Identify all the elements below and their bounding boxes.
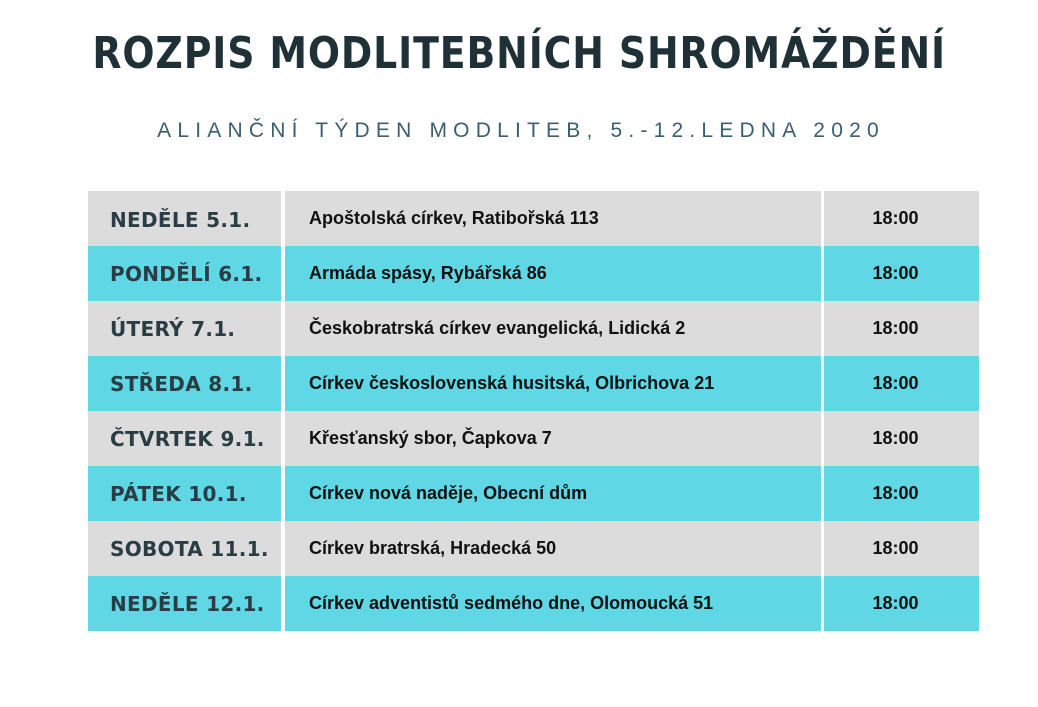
place-cell: Českobratrská církev evangelická, Lidická 2 — [285, 301, 821, 356]
schedule-row — [88, 466, 979, 521]
time-cell: 18:00 — [824, 576, 979, 631]
place-cell: Armáda spásy, Rybářská 86 — [285, 246, 821, 301]
schedule-table — [88, 191, 979, 631]
schedule-row — [88, 356, 979, 411]
place-cell: Církev nová naděje, Obecní dům — [285, 466, 821, 521]
schedule-row — [88, 246, 979, 301]
day-cell: STŘEDA 8.1. — [88, 356, 281, 411]
day-cell: NEDĚLE 12.1. — [88, 576, 281, 631]
time-cell: 18:00 — [824, 356, 979, 411]
time-cell: 18:00 — [824, 191, 979, 246]
schedule-row — [88, 301, 979, 356]
schedule-row — [88, 521, 979, 576]
page-title: ROZPIS MODLITEBNÍCH SHROMÁŽDĚNÍ — [92, 28, 946, 79]
day-cell: PONDĚLÍ 6.1. — [88, 246, 281, 301]
time-cell: 18:00 — [824, 466, 979, 521]
place-cell: Křesťanský sbor, Čapkova 7 — [285, 411, 821, 466]
time-cell: 18:00 — [824, 411, 979, 466]
schedule-row — [88, 576, 979, 631]
place-cell: Církev bratrská, Hradecká 50 — [285, 521, 821, 576]
time-cell: 18:00 — [824, 246, 979, 301]
day-cell: NEDĚLE 5.1. — [88, 191, 281, 246]
place-cell: Církev adventistů sedmého dne, Olomoucká 51 — [285, 576, 821, 631]
schedule-row — [88, 411, 979, 466]
time-cell: 18:00 — [824, 301, 979, 356]
day-cell: ÚTERÝ 7.1. — [88, 301, 281, 356]
day-cell: PÁTEK 10.1. — [88, 466, 281, 521]
place-cell: Církev československá husitská, Olbrichova 21 — [285, 356, 821, 411]
schedule-row — [88, 191, 979, 246]
place-cell: Apoštolská církev, Ratibořská 113 — [285, 191, 821, 246]
day-cell: SOBOTA 11.1. — [88, 521, 281, 576]
page-subtitle: ALIANČNÍ TÝDEN MODLITEB, 5.-12.LEDNA 2020 — [157, 119, 885, 142]
day-cell: ČTVRTEK 9.1. — [88, 411, 281, 466]
time-cell: 18:00 — [824, 521, 979, 576]
